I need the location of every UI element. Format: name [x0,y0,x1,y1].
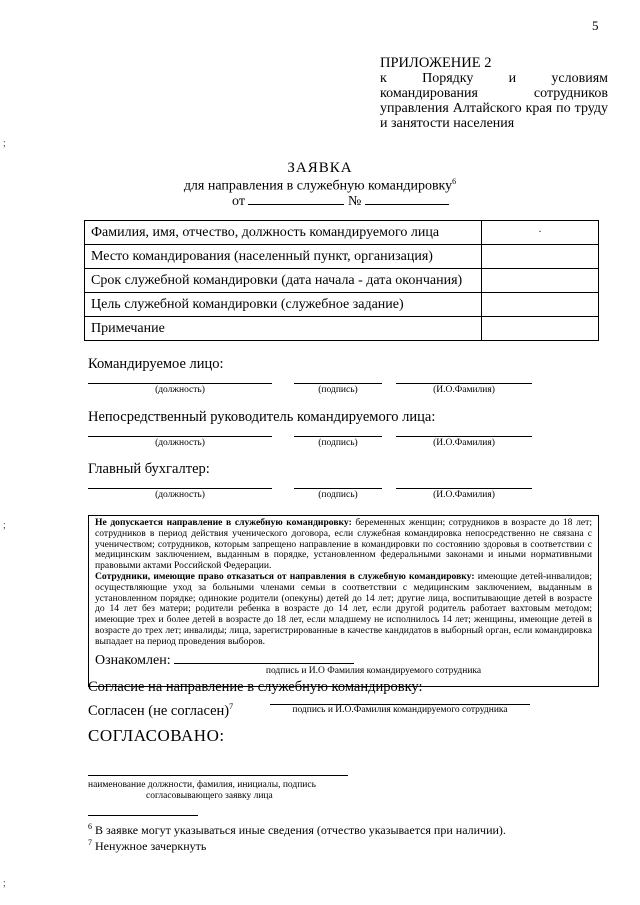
row-value-cell[interactable] [482,293,599,317]
table-row [85,221,599,245]
row-value-cell[interactable] [482,317,599,341]
table-row [85,317,599,341]
signature-caption[interactable]: (подпись) [294,383,382,395]
agreed-caption-line: согласовывающего заявку лица [146,791,273,801]
form-title: ЗАЯВКА [287,160,353,176]
name-caption[interactable]: (И.О.Фамилия) [396,436,532,448]
date-number-line [232,192,492,210]
number-field[interactable] [365,192,449,205]
consent-choice-text[interactable]: Согласен (не согласен) [88,702,230,719]
row-value-cell[interactable]: · [482,221,599,245]
consent-caption[interactable]: подпись и И.О.Фамилия командируемого сотрудника [270,704,530,715]
appendix-heading: ПРИЛОЖЕНИЕ 2 [380,55,492,71]
row-label: Цель служебной командировки (служебное задание) [85,293,482,317]
row-value-cell[interactable] [482,269,599,293]
position-caption[interactable]: (должность) [88,436,272,448]
appendix-block [380,56,608,131]
signer-label: Непосредственный руководитель командируемого лица: [88,409,436,425]
table-row [85,269,599,293]
footnote [88,822,506,838]
acquainted-line [95,651,592,667]
margin-mark: ; [3,138,6,149]
position-caption[interactable]: (должность) [88,488,272,500]
notice-text: беременных женщин; сотрудников в возрасте до 18 лет; сотрудников в период действия ученического договора, если служебная командировка непосредственно не связана с ученичеством; сотрудников, которым запрещено направление в командировки по состоянию здоровья в соответствии с медицинским заключением, выданным в порядке, установленном федеральными законами и иными нормативными правовыми актами Российской Федерации. [95,517,592,572]
request-table [84,220,599,341]
row-label: Срок служебной командировки (дата начала - дата окончания) [85,269,482,293]
agreed-caption-line: наименование должности, фамилия, инициалы, подпись [88,780,316,790]
acquainted-signature-field[interactable] [174,651,354,664]
from-label: от [232,194,245,209]
table-row [85,245,599,269]
notice-heading: Сотрудники, имеющие право отказаться от направления в служебную командировку: [95,570,475,582]
footnote-ref: 7 [229,702,234,711]
page-number: 5 [592,18,599,33]
notice-box [88,515,599,687]
signature-caption[interactable]: (подпись) [294,436,382,448]
name-caption[interactable]: (И.О.Фамилия) [396,383,532,395]
table-row [85,293,599,317]
date-field[interactable] [248,192,344,205]
number-label: № [347,194,362,209]
signer-label: Командируемое лицо: [88,356,224,372]
margin-mark: ; [3,878,6,889]
footnote-text: В заявке могут указываться иные сведения (отчество указывается при наличии). [92,823,506,837]
row-label: Фамилия, имя, отчество, должность командируемого лица [85,221,482,245]
row-value-cell[interactable] [482,245,599,269]
notice-paragraph [95,518,592,572]
notice-paragraph [95,572,592,648]
agreed-signature-line[interactable] [88,775,348,776]
consent-line: Согласие на направление в служебную командировку: [88,679,423,695]
footnote-mark: 6 [88,822,92,831]
appendix-text: к Порядку и условиям командирования сотрудников управления Алтайского края по труду и занятости населения [380,71,608,131]
row-label: Место командирования (населенный пункт, организация) [85,245,482,269]
signature-caption[interactable]: (подпись) [294,488,382,500]
agreed-caption [88,780,368,802]
footnote-ref: 6 [452,177,457,186]
row-label: Примечание [85,317,482,341]
agreed-label: СОГЛАСОВАНО: [88,726,225,745]
name-caption[interactable]: (И.О.Фамилия) [396,488,532,500]
margin-mark: ; [3,520,6,531]
acquainted-caption: подпись и И.О Фамилия командируемого сотрудника [265,666,482,677]
subtitle-text: для направления в служебную командировку [183,178,453,194]
footnote-text: Ненужное зачеркнуть [92,839,207,853]
footnote-mark: 7 [88,838,92,847]
footnote-divider [88,815,198,816]
notice-heading: Не допускается направление в служебную командировку: [95,517,352,528]
signer-label: Главный бухгалтер: [88,461,210,477]
notice-text: имеющие детей-инвалидов; осуществляющие уход за больными членами семьи в соответствии с медицинским заключением, выданным в установленном порядке; одинокие родители (опекуны) детей до 14 лет; другие лица, воспитывающие детей в возрасте до 14 лет без матери; родители ребенка в возрасте до 14 лет, если другой родитель работает вахтовым методом; имеющие трех и более детей в возрасте до 18 лет, если младшему не исполнилось 14 лет; женщины, имеющие детей в возрасте до трех лет; инвалиды; лица, зарегистрированные в качестве кандидатов в выборный орган, если командировка выпадает на период проведения выборов. [95,570,592,647]
acquainted-label: Ознакомлен: [95,652,171,668]
footnote [88,838,206,854]
position-caption[interactable]: (должность) [88,383,272,395]
